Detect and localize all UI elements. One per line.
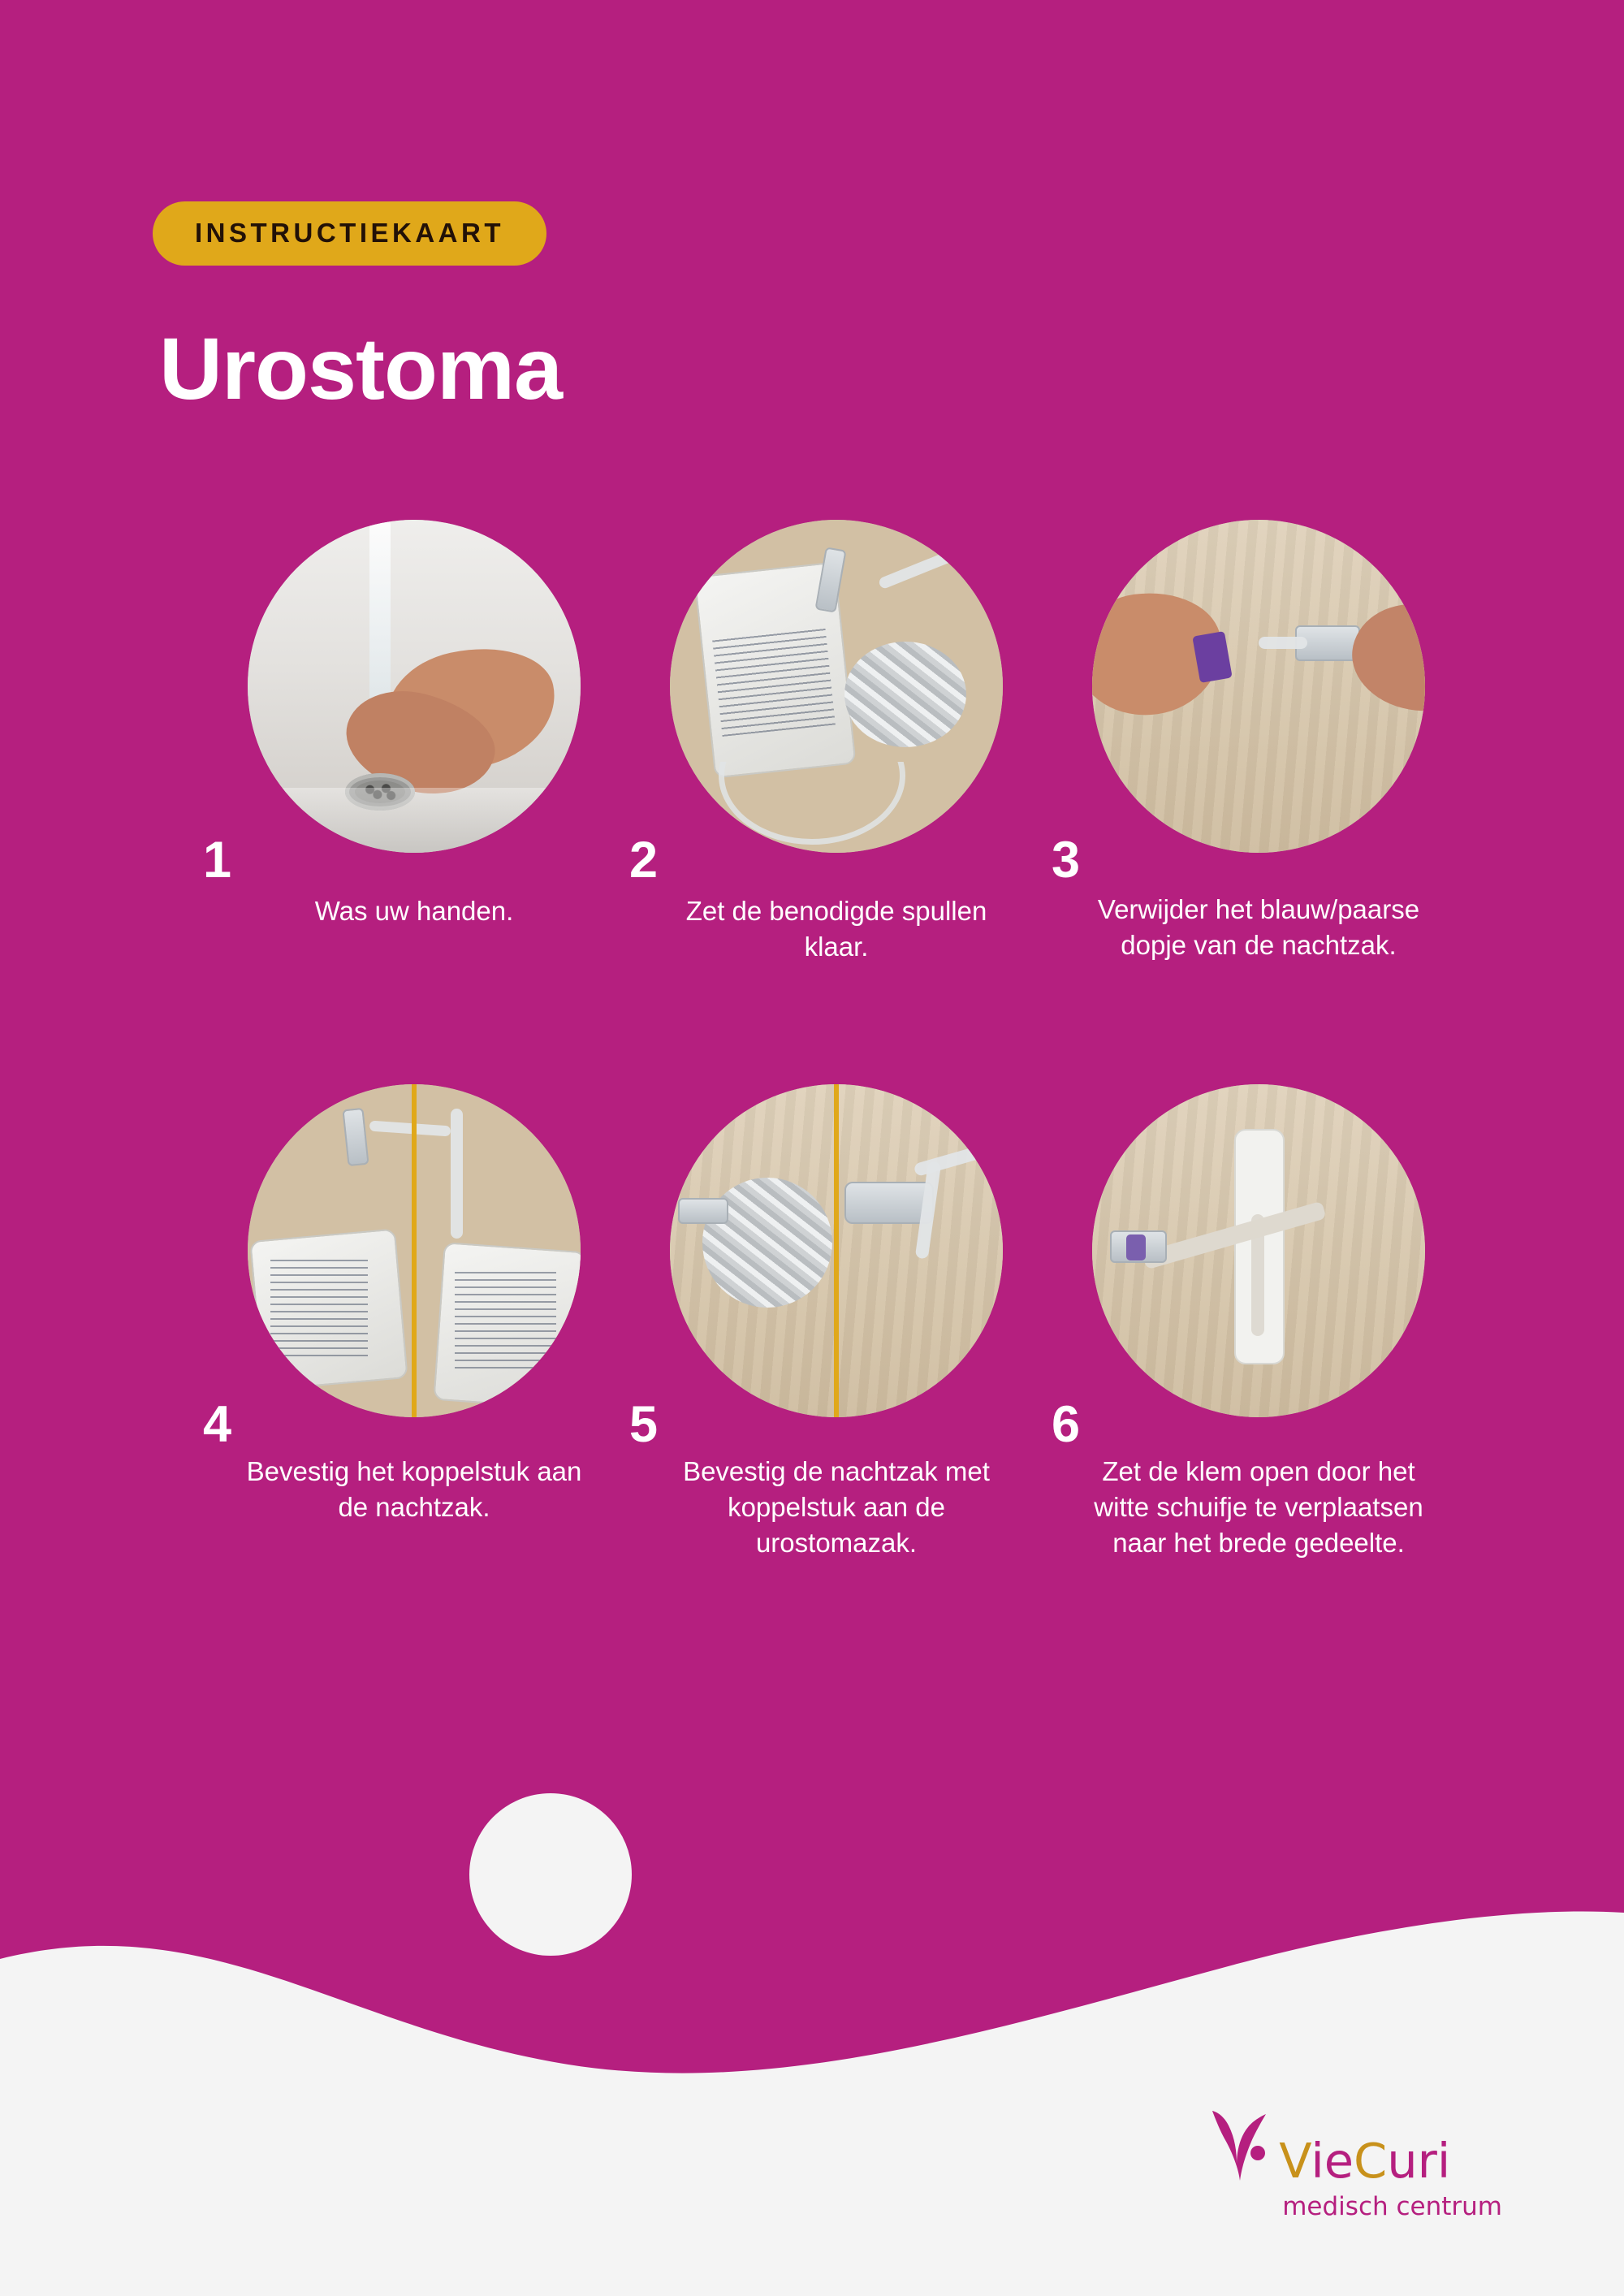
step-image-1 [248,520,581,853]
sink-basin [248,788,581,853]
step-item-4 [203,1084,625,1561]
logo-subtitle: medisch centrum [1282,2192,1502,2221]
bag-scale-lines [270,1259,368,1356]
step-image-4 [248,1084,581,1417]
step-caption-6: Zet de klem open door het witte schuifje te verplaatsen naar het brede gedeelte. [1094,1455,1423,1558]
page-title: Urostoma [159,319,563,417]
foil-packet [844,642,966,747]
tube-piece [1259,637,1307,649]
step-image-2 [670,520,1003,853]
step-caption-4: Bevestig het koppelstuk aan de nachtzak. [246,1455,582,1522]
step-caption-1: Was uw handen. [314,896,514,926]
step-item-3 [1047,520,1470,965]
step-item-1 [203,520,625,965]
connector-piece [678,1198,728,1224]
step-number-2: 2 [629,832,659,889]
step-image-3 [1092,520,1425,853]
bag-scale-lines [455,1267,556,1369]
viecuri-logo-mark-icon [1204,2106,1274,2184]
step-image-6 [1092,1084,1425,1417]
purple-connector-icon [1126,1234,1146,1260]
logo-letter-v: V [1279,2132,1311,2189]
viecuri-logo [1204,2106,1502,2221]
decorative-circle [469,1793,632,1956]
step-number-4: 4 [203,1395,232,1453]
tube-piece [451,1109,463,1239]
image-split-divider [412,1084,417,1417]
step-caption-3: Verwijder het blauw/paarse dopje van de nachtzak. [1097,894,1420,960]
step-caption-2: Zet de benodigde spullen klaar. [685,896,987,962]
logo-text-ie: ie [1311,2132,1354,2189]
image-split-divider [834,1084,839,1417]
step-number-5: 5 [629,1395,659,1453]
bag-scale-lines [712,628,836,737]
steps-row-2 [203,1084,1470,1561]
logo-wordmark [1279,2132,1451,2189]
step-item-6 [1047,1084,1470,1561]
step-item-5 [625,1084,1047,1561]
step-item-2 [625,520,1047,965]
step-caption-5: Bevestig de nachtzak met koppelstuk aan de urostomazak. [683,1455,990,1558]
step-number-6: 6 [1052,1395,1081,1453]
step-number-3: 3 [1052,832,1081,889]
instruction-card-badge: INSTRUCTIEKAART [153,201,546,266]
logo-text-uri: uri [1387,2132,1451,2189]
logo-letter-c: C [1354,2132,1388,2189]
step-number-1: 1 [203,832,232,889]
foil-packet [702,1178,832,1308]
steps-grid [203,520,1470,1560]
steps-row-1 [203,520,1470,965]
step-image-5 [670,1084,1003,1417]
